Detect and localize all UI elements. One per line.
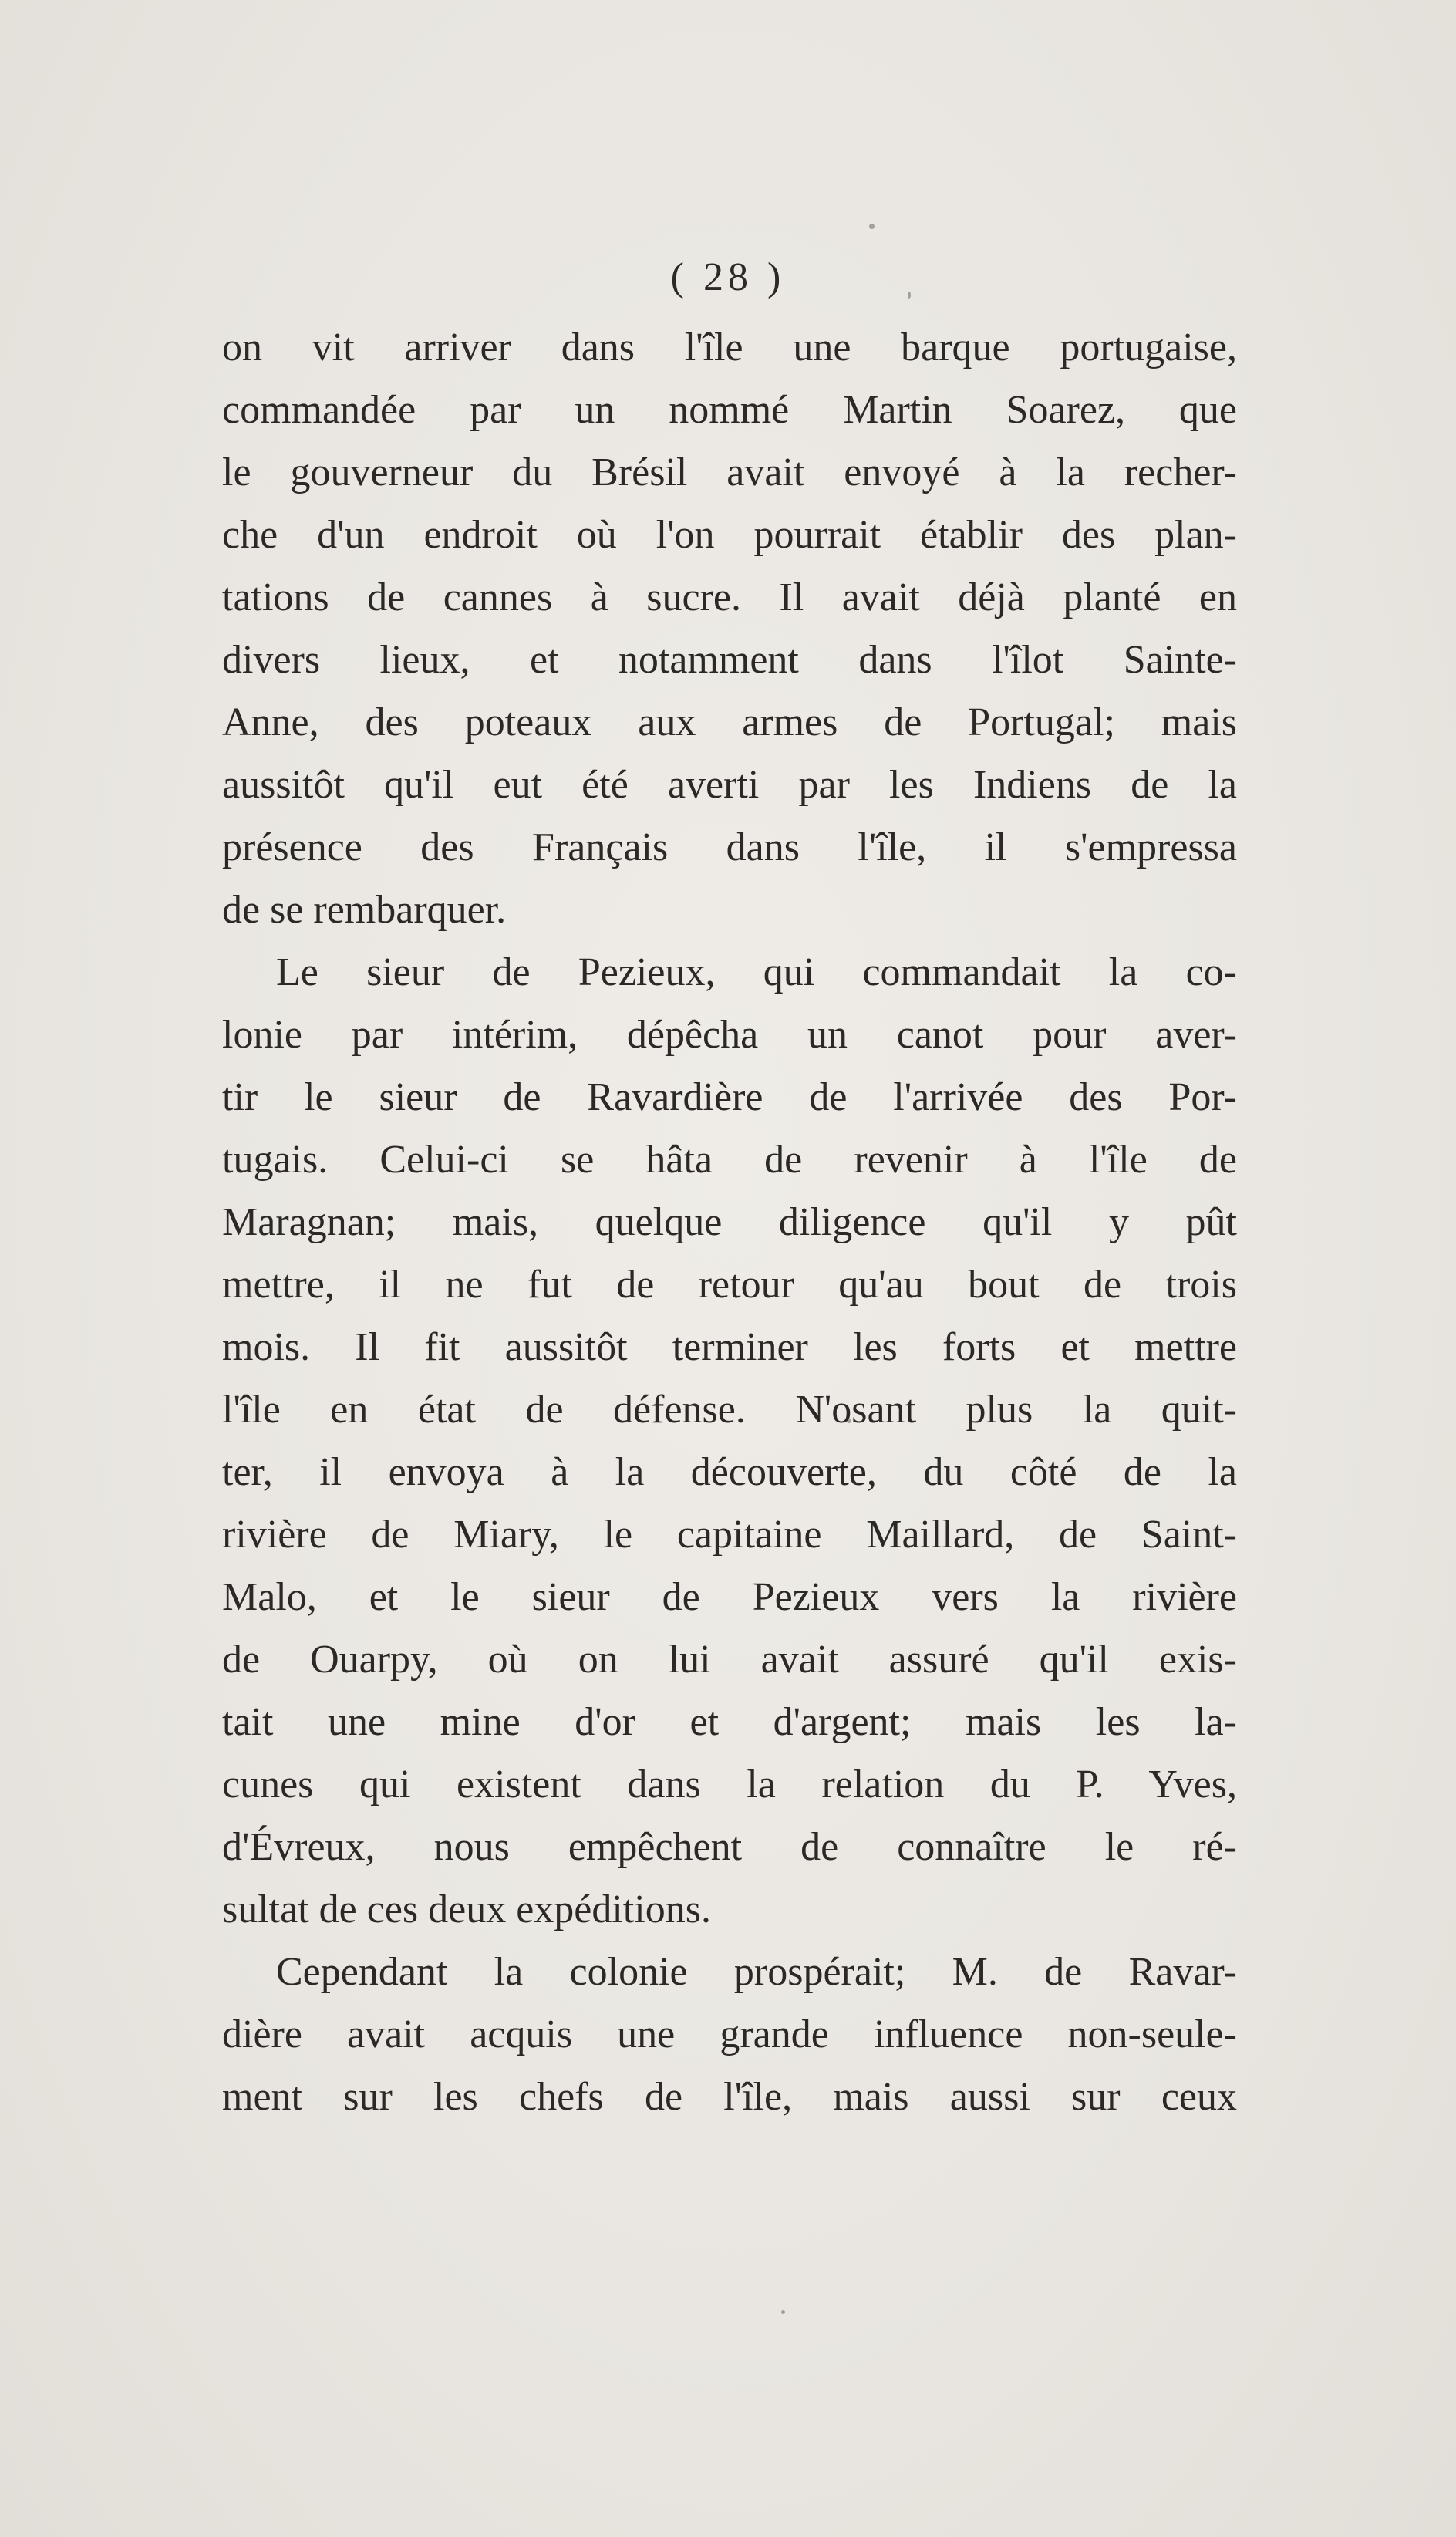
text-line: commandée par un nommé Martin Soarez, que (222, 388, 1237, 432)
print-speck (869, 224, 875, 229)
text-line: che d'un endroit où l'on pourrait établir des plan- (222, 513, 1237, 557)
text-line: de Ouarpy, où on lui avait assuré qu'il exis- (222, 1638, 1237, 1682)
text-line: mois. Il fit aussitôt terminer les forts et mettre (222, 1325, 1237, 1369)
text-line: ment sur les chefs de l'île, mais aussi sur ceux (222, 2075, 1237, 2119)
text-line: lonie par intérim, dépêcha un canot pour aver- (222, 1013, 1237, 1057)
text-line: présence des Français dans l'île, il s'empressa (222, 825, 1237, 869)
text-line: cunes qui existent dans la relation du P. Yves, (222, 1763, 1237, 1807)
text-line: sultat de ces deux expéditions. (222, 1888, 711, 1931)
text-line: tir le sieur de Ravardière de l'arrivée des Por- (222, 1075, 1237, 1119)
print-speck (781, 2310, 785, 2314)
text-line: divers lieux, et notamment dans l'îlot Sainte- (222, 638, 1237, 682)
text-line: de se rembarquer. (222, 888, 507, 932)
text-line: Le sieur de Pezieux, qui commandait la co- (276, 950, 1237, 994)
text-line: l'île en état de défense. N'osant plus la quit- (222, 1388, 1237, 1432)
text-line: mettre, il ne fut de retour qu'au bout de trois (222, 1263, 1237, 1307)
text-line: le gouverneur du Brésil avait envoyé à la recher- (222, 450, 1237, 494)
page-number: ( 28 ) (670, 255, 786, 299)
text-line: Cependant la colonie prospérait; M. de Ravar- (276, 1950, 1237, 1994)
text-line: tait une mine d'or et d'argent; mais les la- (222, 1700, 1237, 1744)
text-line: on vit arriver dans l'île une barque portugaise, (222, 326, 1237, 369)
text-line: ter, il envoya à la découverte, du côté de la (222, 1450, 1237, 1494)
text-line: d'Évreux, nous empêchent de connaître le ré- (222, 1825, 1237, 1869)
text-line: aussitôt qu'il eut été averti par les Indiens de la (222, 763, 1237, 807)
body-text (222, 316, 1237, 2128)
text-line: Anne, des poteaux aux armes de Portugal; mais (222, 700, 1237, 744)
text-line: rivière de Miary, le capitaine Maillard, de Saint- (222, 1513, 1237, 1557)
text-line: tations de cannes à sucre. Il avait déjà planté en (222, 575, 1237, 619)
text-line: Maragnan; mais, quelque diligence qu'il y pût (222, 1200, 1237, 1244)
text-line: tugais. Celui-ci se hâta de revenir à l'île de (222, 1138, 1237, 1182)
text-line: dière avait acquis une grande influence non-seule- (222, 2012, 1237, 2056)
text-line: Malo, et le sieur de Pezieux vers la rivière (222, 1575, 1237, 1619)
